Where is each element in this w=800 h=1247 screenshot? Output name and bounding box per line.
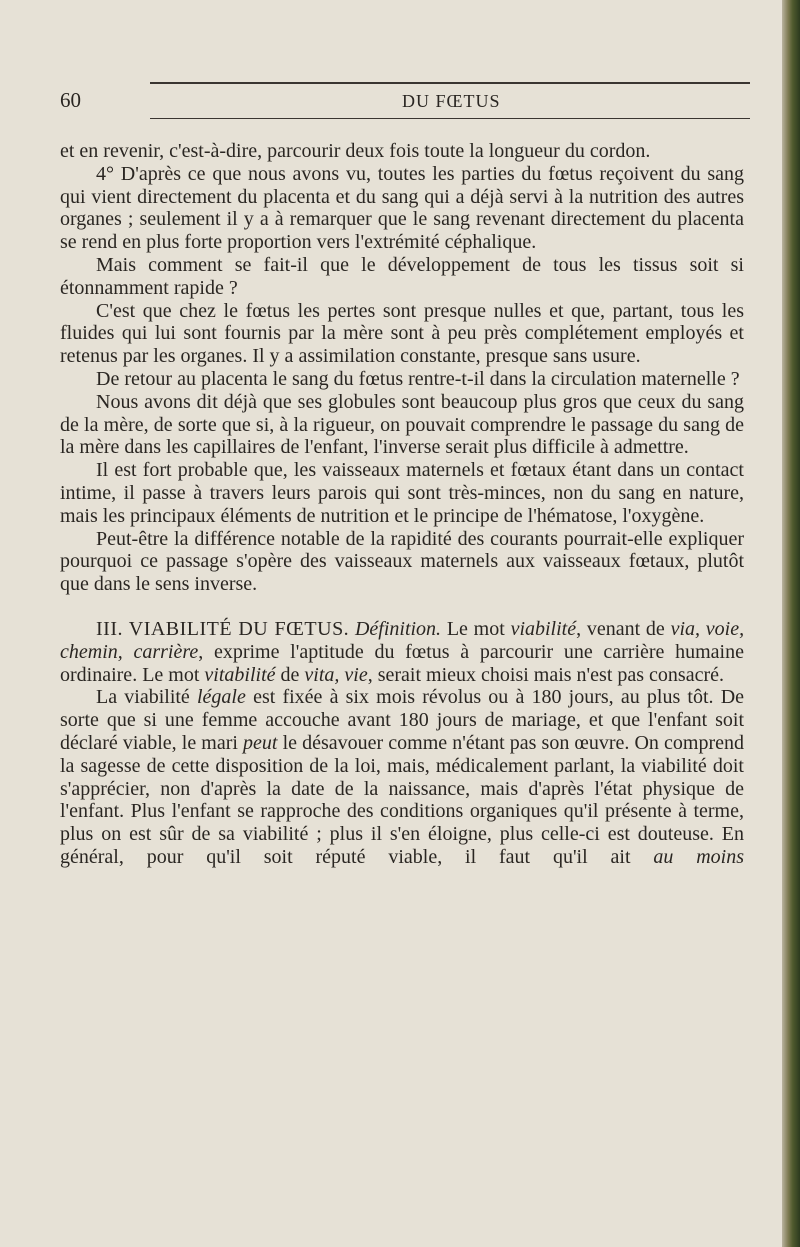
- text-run: de: [280, 663, 300, 686]
- paragraph: De retour au placenta le sang du fœtus rentre-t-il dans la circulation maternelle ?: [96, 367, 740, 390]
- section-paragraph: [60, 618, 744, 686]
- paragraph: Nous avons dit déjà que ses globules sont beaucoup plus gros que ceux du sang de la mère, de sorte que si, à la rigueur, on pouvait comprendre le passage du sang de la mère dans les capillaires de l'enfant, l'inverse serait plus difficile à admettre.: [60, 390, 744, 459]
- paragraph: C'est que chez le fœtus les pertes sont presque nulles et que, partant, tous les fluides qui lui sont fournis par la mère sont à peu près complétement employés et retenus par les organes. Il y a assimilation constante, presque sans usure.: [60, 299, 744, 368]
- term-au-moins: au moins: [653, 845, 745, 868]
- paragraph: Mais comment se fait-il que le développement de tous les tissus soit si étonnamment rapide ?: [60, 253, 744, 299]
- paragraph: Il est fort probable que, les vaisseaux maternels et fœtaux étant dans un contact intime, il passe à travers leurs parois qui sont très-minces, non du sang en nature, mais les principaux éléments de nutrition et le principe de l'hématose, l'oxygène.: [60, 459, 744, 527]
- text-run: , serait mieux choisi mais n'est pas consacré.: [367, 663, 724, 686]
- text-run: est fixée à six mois révolus ou à 180 jours, au plus tôt. De sorte que si une femme accouche avant 180 jours de mariage, et que l'enfant soit déclaré viable, le mari: [60, 686, 745, 754]
- paragraph: [60, 686, 744, 868]
- paragraph: Peut-être la différence notable de la rapidité des courants pourrait-elle expliquer pourquoi ce passage s'opère des vaisseaux maternels aux vaisseaux fœtaux, plutôt que dans le sens inverse.: [60, 527, 744, 596]
- term-vitabilite: vitabilité: [204, 663, 276, 686]
- section-number: III.: [96, 617, 123, 640]
- definition-label: Définition.: [354, 617, 442, 640]
- page-edge: [782, 0, 800, 1247]
- header-rule-top: [150, 82, 750, 84]
- body-text: [60, 140, 744, 869]
- term-vita: vita, vie: [304, 663, 368, 686]
- text-run: Le mot: [446, 617, 505, 640]
- term-peut: peut: [243, 731, 278, 754]
- text-run: , exprime l'aptitude du fœtus à parcourir une carrière humaine ordinaire. Le mot: [60, 640, 744, 686]
- text-run: La viabilité: [96, 686, 190, 709]
- term-viabilite: viabilité: [510, 617, 577, 640]
- text-run: , venant de: [576, 617, 665, 640]
- section-heading: VIABILITÉ DU FŒTUS.: [128, 617, 350, 640]
- term-legale: légale: [197, 686, 246, 709]
- header-rule-bottom: [150, 118, 750, 119]
- paragraph: et en revenir, c'est-à-dire, parcourir deux fois toute la longueur du cordon.: [60, 140, 651, 162]
- page-number: 60: [60, 88, 81, 112]
- running-head: DU FŒTUS: [402, 91, 501, 111]
- term-via: via, voie, chemin, carrière: [60, 617, 745, 663]
- text-run: le désavouer comme n'étant pas son œuvre. On comprend la sagesse de cette disposition de la loi, mais, médicalement parlant, la viabilité doit s'apprécier, non d'après la date de la naissance, mais d'après l'état physique de l'enfant. Plus l'enfant se rapproche des conditions organiques qu'il présente à terme, plus on est sûr de sa viabilité ; plus il s'en éloigne, plus celle-ci est douteuse. En général, pour qu'il soit réputé viable, il faut qu'il ait: [60, 731, 744, 868]
- paragraph: 4° D'après ce que nous avons vu, toutes les parties du fœtus reçoivent du sang qui vient directement du placenta et du sang qui a déjà servi à la nutrition des autres organes ; seulement il y a à remarquer que le sang revenant directement du placenta se rend en plus forte proportion vers l'extrémité céphalique.: [60, 162, 744, 254]
